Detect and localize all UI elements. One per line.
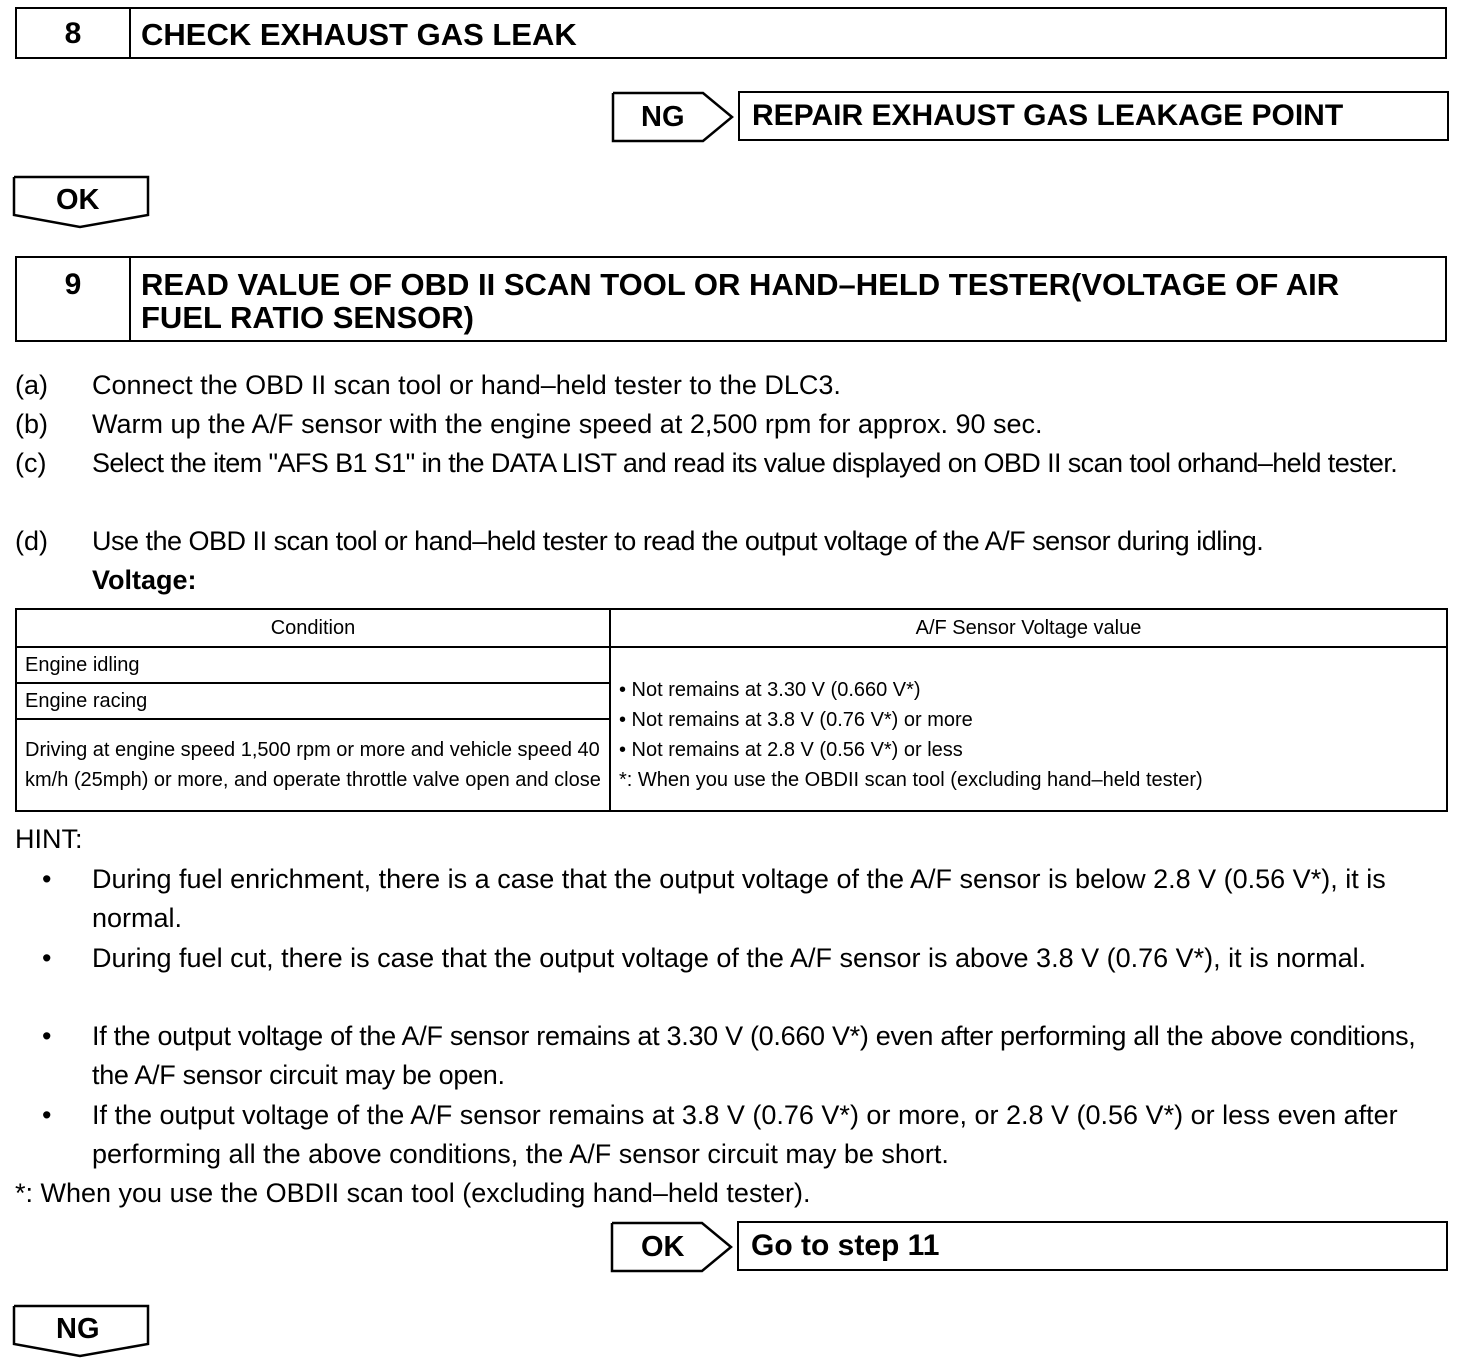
ng-text: NG (641, 101, 685, 133)
table-header-row (16, 609, 1447, 647)
hint-text: If the output voltage of the A/F sensor remains at 3.30 V (0.660 V*) even after performing all the above conditions, the A/F sensor circuit may be open. (92, 1021, 1416, 1090)
bullet: • (42, 1100, 52, 1130)
bullet: • (42, 943, 52, 973)
ok-action-box: Go to step 11 (737, 1221, 1448, 1271)
item-text: Connect the OBD II scan tool or hand–held tester to the DLC3. (92, 370, 841, 400)
column-header: A/F Sensor Voltage value (610, 609, 1447, 647)
ok-arrow-label (610, 1221, 734, 1273)
ng-down-arrow (12, 1304, 150, 1358)
step-title-line-2: FUEL RATIO SENSOR) (141, 300, 474, 335)
hint-text: During fuel enrichment, there is a case that the output voltage of the A/F sensor is below 2.8 V (0.56 V*), it is normal. (92, 864, 1386, 933)
voltage-value-line: • Not remains at 3.8 V (0.76 V*) or more (619, 709, 973, 731)
ok-text: OK (641, 1231, 685, 1263)
step-number: 8 (17, 9, 131, 57)
step-number: 9 (17, 258, 131, 340)
hint-text: If the output voltage of the A/F sensor remains at 3.8 V (0.76 V*) or more, or 2.8 V (0.56 V*) or less even after performing all the above conditions, the A/F sensor circuit may be short. (92, 1100, 1398, 1169)
voltage-value-cell (610, 647, 1447, 811)
ng-text: NG (56, 1313, 100, 1345)
step-title (141, 268, 1435, 334)
ng-arrow-label (611, 91, 735, 143)
voltage-value-note: *: When you use the OBDII scan tool (excluding hand–held tester) (619, 769, 1203, 791)
hint-label: HINT: (15, 824, 83, 854)
item-text: Warm up the A/F sensor with the engine speed at 2,500 rpm for approx. 90 sec. (92, 409, 1043, 439)
item-text: Use the OBD II scan tool or hand–held tester to read the output voltage of the A/F sensor during idling. (92, 526, 1264, 556)
bullet: • (42, 1021, 52, 1051)
ok-down-arrow (12, 175, 150, 229)
item-label: (b) (15, 409, 48, 439)
step-title: CHECK EXHAUST GAS LEAK (141, 17, 577, 52)
hint-text: During fuel cut, there is case that the output voltage of the A/F sensor is above 3.8 V (0.76 V*), it is normal. (92, 943, 1367, 973)
step-8-header (15, 7, 1447, 59)
item-label: (a) (15, 370, 48, 400)
column-header: Condition (16, 609, 610, 647)
ng-action-box: REPAIR EXHAUST GAS LEAKAGE POINT (738, 91, 1449, 141)
item-label: (d) (15, 526, 48, 556)
item-label: (c) (15, 448, 47, 478)
condition-cell: Engine racing (16, 683, 610, 719)
item-text: Select the item "AFS B1 S1" in the DATA LIST and read its value displayed on OBD II scan tool orhand–held tester. (92, 448, 1398, 478)
table-row (16, 647, 1447, 683)
voltage-table (15, 608, 1448, 812)
voltage-value-line: • Not remains at 2.8 V (0.56 V*) or less (619, 739, 963, 761)
ok-text: OK (56, 184, 100, 216)
step-9-header (15, 256, 1447, 342)
voltage-value-line: • Not remains at 3.30 V (0.660 V*) (619, 679, 921, 701)
bullet: • (42, 864, 52, 894)
voltage-label: Voltage: (92, 565, 197, 595)
footnote: *: When you use the OBDII scan tool (excluding hand–held tester). (15, 1178, 811, 1208)
condition-cell: Engine idling (16, 647, 610, 683)
condition-cell: Driving at engine speed 1,500 rpm or more and vehicle speed 40 km/h (25mph) or more, and operate throttle valve open and close (16, 719, 610, 811)
step-title-line-1: READ VALUE OF OBD II SCAN TOOL OR HAND–HELD TESTER(VOLTAGE OF AIR (141, 267, 1340, 302)
